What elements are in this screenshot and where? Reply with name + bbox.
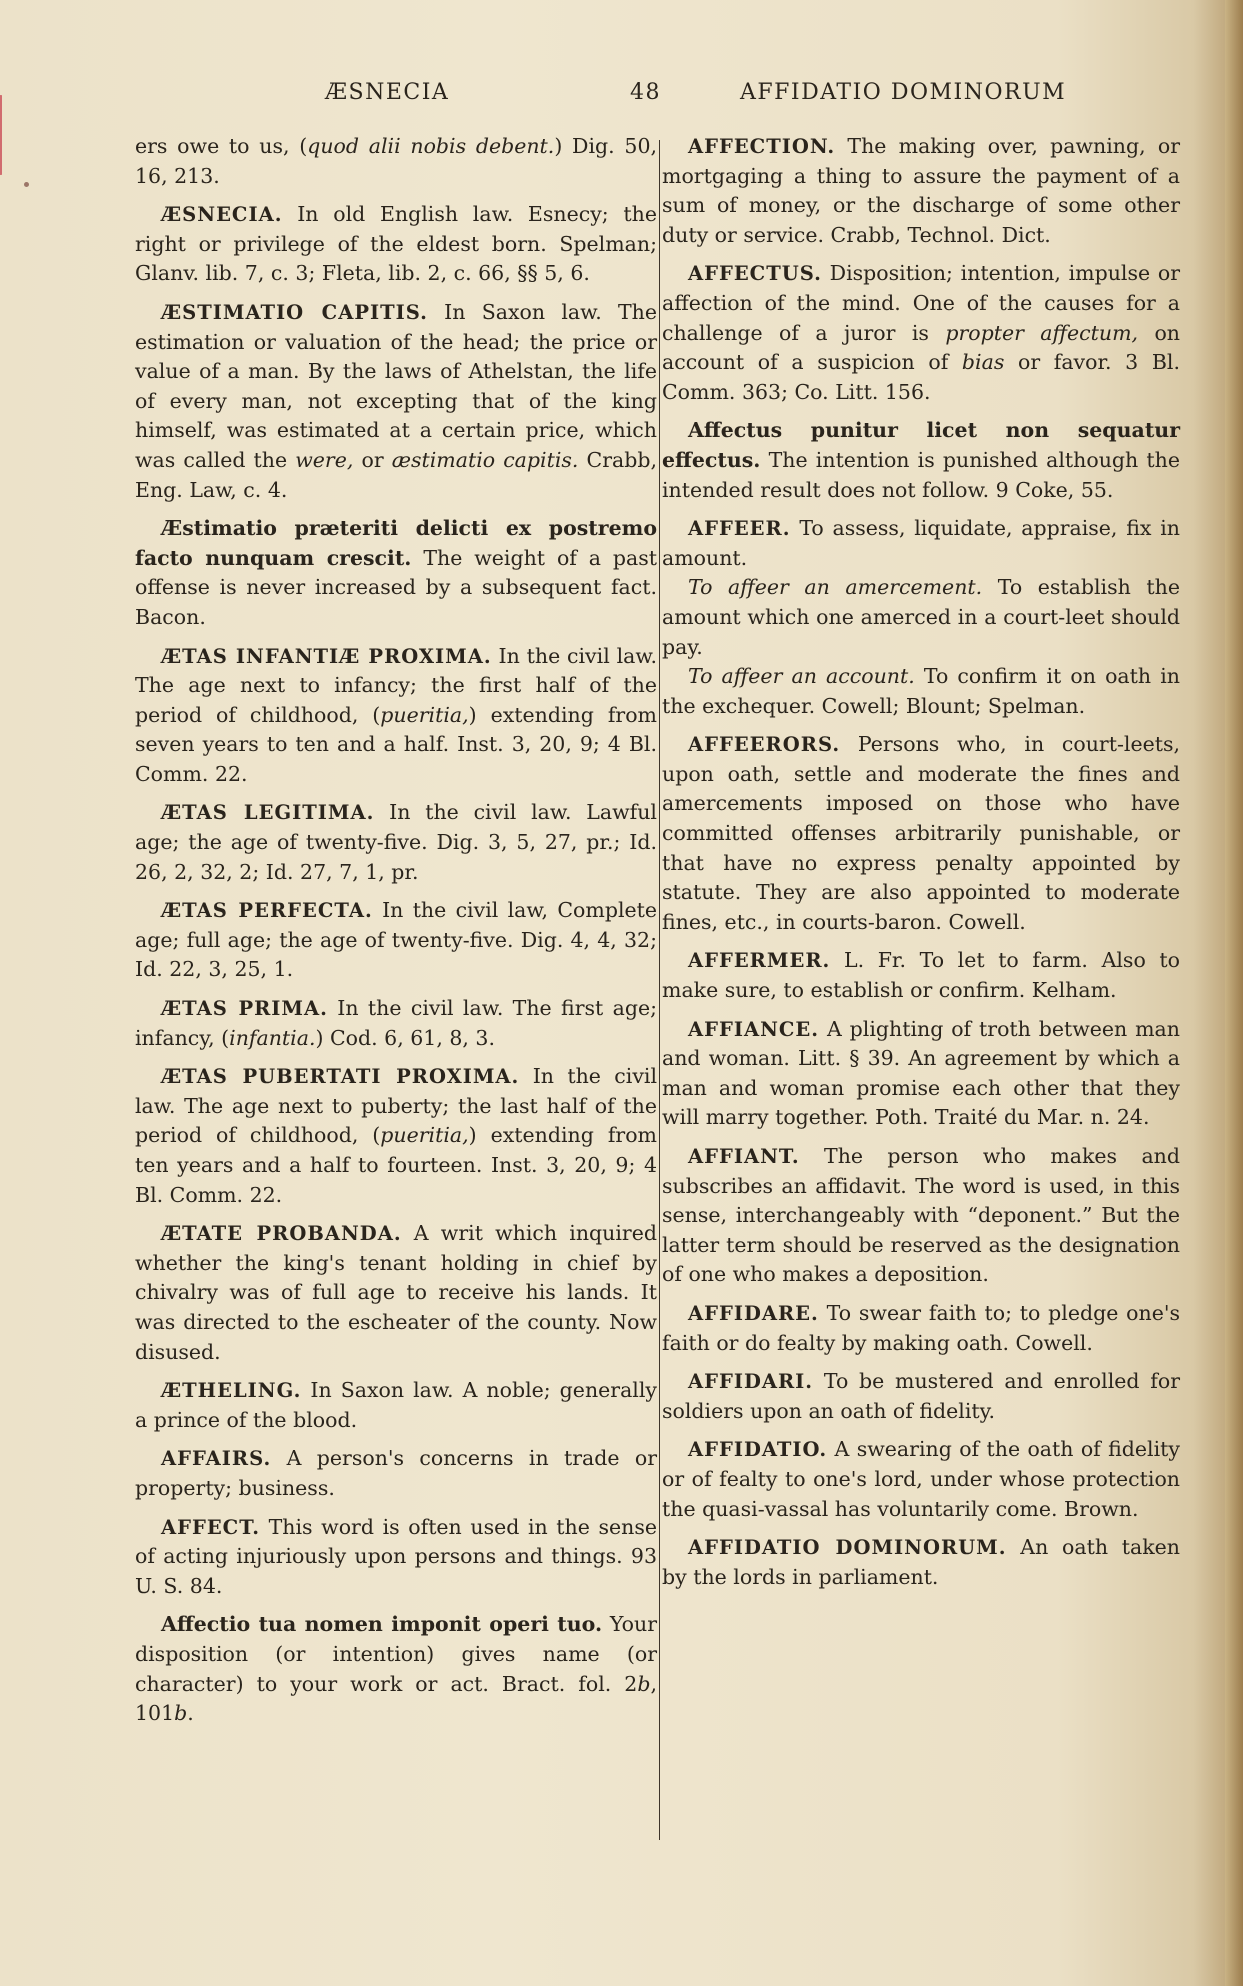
entry-aestimatio-capitis: ÆSTIMATIO CAPITIS. In Saxon law. The estimation or valuation of the head; the price or value of a man. By the laws of Athelstan, the life of every man, not excepting that of the king himself, was estimated at a certain price, which was called the were, or æstimatio capitis. Crabb, Eng. Law, c. 4. xyxy=(135,299,658,502)
entry-aetas-infantiae-proxima: ÆTAS INFANTIÆ PROXIMA. In the civil law. The age next to infancy; the first half of the period of childhood, (pueritia,) extending from seven years to ten and a half. Inst. 3, 20, 9; 4 Bl. Comm. 22. xyxy=(135,643,657,786)
header-left-guide-word: ÆSNECIA xyxy=(325,80,450,105)
headword: AFFEER. xyxy=(688,517,791,541)
entry-continuation: ers owe to us, (quod alii nobis debent.) Dig. 50, 16, 213. xyxy=(135,134,658,188)
entry-affidatio-dominorum: AFFIDATIO DOMINORUM. An oath taken by the lords in parliament. xyxy=(662,1535,1180,1589)
entry-aetheling: ÆTHELING. In Saxon law. A noble; generally a prince of the blood. xyxy=(135,1378,657,1432)
headword: AFFEERORS. xyxy=(688,733,841,757)
headword: ÆSNECIA. xyxy=(161,203,283,227)
headword: AFFAIRS. xyxy=(161,1447,272,1471)
entry-affection: AFFECTION. The making over, pawning, or mortgaging a thing to assure the payment of a sum of money, or the discharge of some other duty or service. Crabb, Technol. Dict. xyxy=(662,134,1180,247)
entry-affiant: AFFIANT. The person who makes and subscribes an affidavit. The word is used, in this sense, interchangeably with “deponent.” But the latter term should be reserved as the designation of one who makes a deposition. xyxy=(662,1144,1180,1287)
headword: AFFERMER. xyxy=(688,949,831,973)
entry-affidari: AFFIDARI. To be mustered and enrolled for soldiers upon an oath of fidelity. xyxy=(662,1369,1180,1423)
headword: ÆSTIMATIO CAPITIS. xyxy=(161,300,428,324)
headword: AFFIDATIO DOMINORUM. xyxy=(688,1536,1007,1560)
entry-affectus: AFFECTUS. Disposition; intention, impulse or affection of the mind. One of the causes for a challenge of a juror is propter affectum, on account of a suspicion of bias or favor. 3 Bl. Comm. 363; Co. Litt. 156. xyxy=(662,261,1180,404)
entry-aetas-pubertati-proxima: ÆTAS PUBERTATI PROXIMA. In the civil law. The age next to puberty; the last half of the period of childhood, (pueritia,) extending from ten years and a half to fourteen. Inst. 3, 20, 9; 4 Bl. Comm. 22. xyxy=(135,1064,658,1207)
affeer-amercement: To affeer an amercement. To establish the amount which one amerced in a court-leet should pay. xyxy=(662,575,1180,659)
entry-aetate-probanda: ÆTATE PROBANDA. A writ which inquired whether the king's tenant holding in chief by chivalry was of full age to receive his lands. It was directed to the escheater of the county. Now disused. xyxy=(135,1221,657,1364)
entry-affect: AFFECT. This word is often used in the sense of acting injuriously upon persons and things. 93 U. S. 84. xyxy=(135,1514,657,1598)
entry-affairs: AFFAIRS. A person's concerns in trade or property; business. xyxy=(135,1446,657,1500)
headword: ÆTAS INFANTIÆ PROXIMA. xyxy=(161,644,492,668)
headword: Affectus punitur licet non sequatur effectus. xyxy=(662,418,1180,472)
headword: ÆTHELING. xyxy=(161,1379,302,1403)
page-edge xyxy=(1225,0,1243,1986)
headword: AFFECTUS. xyxy=(688,262,822,286)
headword: AFFIANT. xyxy=(688,1145,800,1168)
headword: AFFIDARI. xyxy=(688,1370,814,1394)
entry-maxim-affectio: Affectio tua nomen imponit operi tuo. Your disposition (or intention) gives name (or character) to your work or act. Bract. fol. 2b, 101b. xyxy=(135,1612,657,1726)
entry-affiance: AFFIANCE. A plighting of troth between man and woman. Litt. § 39. An agreement by which a man and woman promise each other that they will marry together. Poth. Traité du Mar. n. 24. xyxy=(662,1016,1180,1130)
headword: AFFIDARE. xyxy=(688,1301,819,1325)
headword: AFFECT. xyxy=(161,1515,260,1539)
headword: ÆTATE PROBANDA. xyxy=(161,1222,402,1246)
entry-affidatio: AFFIDATIO. A swearing of the oath of fidelity or of fealty to one's lord, under whose protection the quasi-vassal has voluntarily come. Brown. xyxy=(662,1437,1180,1521)
page-number: 48 xyxy=(630,80,661,105)
entry-aetas-perfecta: ÆTAS PERFECTA. In the civil law, Complete age; full age; the age of twenty-five. Dig. 4, 4, 32; Id. 22, 3, 25, 1. xyxy=(135,898,658,982)
running-header xyxy=(0,80,1243,110)
right-column xyxy=(662,132,1180,1601)
entry-maxim-affectus: Affectus punitur licet non sequatur effectus. The intention is punished although the intended result does not follow. 9 Coke, 55. xyxy=(662,418,1180,502)
entry-affermer: AFFERMER. L. Fr. To let to farm. Also to make sure, to establish or confirm. Kelham. xyxy=(662,948,1180,1003)
affeer-definition: AFFEER. To assess, liquidate, appraise, fix in amount. xyxy=(662,516,1180,570)
headword: AFFIDATIO. xyxy=(688,1438,828,1462)
headword: ÆTAS LEGITIMA. xyxy=(161,801,375,825)
headword: ÆTAS PERFECTA. xyxy=(161,899,373,923)
header-right-guide-word: AFFIDATIO DOMINORUM xyxy=(740,80,1067,105)
entry-aetas-prima: ÆTAS PRIMA. In the civil law. The first age; infancy, (infantia.) Cod. 6, 61, 8, 3. xyxy=(135,996,657,1050)
column-divider xyxy=(659,140,660,1840)
headword: Æstimatio præteriti delicti ex postremo facto nunquam crescit. xyxy=(135,516,657,570)
entry-maxim-aestimatio: Æstimatio præteriti delicti ex postremo facto nunquam crescit. The weight of a past offense is never increased by a subsequent fact. Bacon. xyxy=(135,516,657,629)
entry-affeer xyxy=(662,514,1180,721)
left-column xyxy=(135,132,657,1738)
entry-aesnecia: ÆSNECIA. In old English law. Esnecy; the right or privilege of the eldest born. Spelman; Glanv. lib. 7, c. 3; Fleta, lib. 2, c. 66, §§ 5, 6. xyxy=(135,202,657,286)
ink-dot xyxy=(24,182,29,187)
headword: ÆTAS PUBERTATI PROXIMA. xyxy=(161,1065,520,1089)
headword: AFFIANCE. xyxy=(688,1017,820,1041)
headword: AFFECTION. xyxy=(688,135,836,158)
headword: ÆTAS PRIMA. xyxy=(161,997,328,1021)
entry-aetas-legitima: ÆTAS LEGITIMA. In the civil law. Lawful age; the age of twenty-five. Dig. 3, 5, 27, pr.; Id. 26, 2, 32, 2; Id. 27, 7, 1, pr. xyxy=(135,800,657,884)
entry-affeerors: AFFEERORS. Persons who, in court-leets, upon oath, settle and moderate the fines and amercements imposed on those who have committed offenses arbitrarily punishable, or that have no express penalty appointed by statute. They are also appointed to moderate fines, etc., in courts-baron. Cowell. xyxy=(662,732,1180,934)
entry-affidare: AFFIDARE. To swear faith to; to pledge one's faith or do fealty by making oath. Cowell. xyxy=(662,1300,1180,1355)
headword: Affectio tua nomen imponit operi tuo. xyxy=(161,1612,603,1637)
affeer-account: To affeer an account. To confirm it on oath in the exchequer. Cowell; Blount; Spelman. xyxy=(662,664,1180,718)
